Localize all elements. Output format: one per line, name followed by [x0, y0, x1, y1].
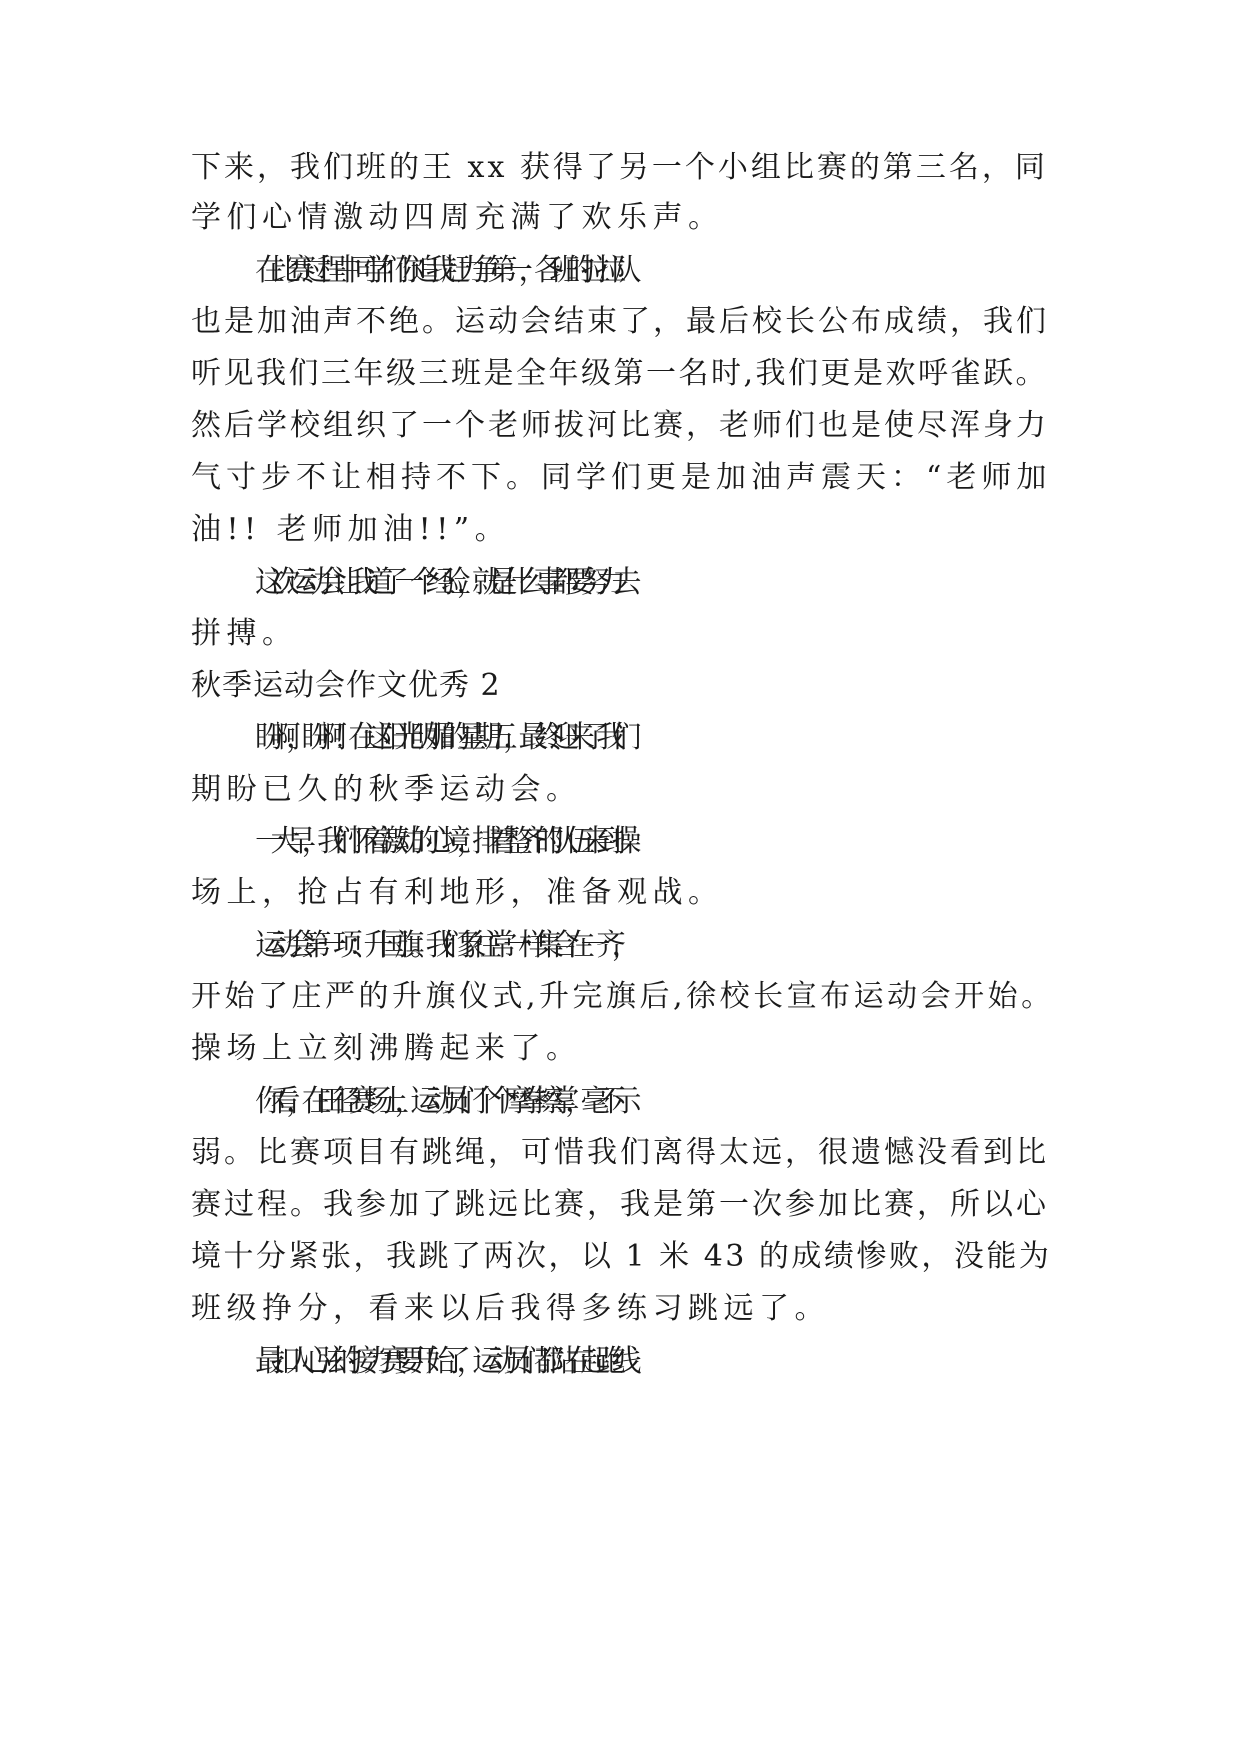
text-line: 运动会第一项：升国旗。我们象往常一样集合在一齐，	[255, 928, 627, 963]
text-line: 油!! 老师加油!!”。	[191, 512, 511, 547]
text-line: 操场上立刻沸腾起来了。	[191, 1031, 582, 1066]
text-line: 听见我们三年级三班是全年级第一名时,我们更是欢呼雀跃。	[191, 356, 1049, 391]
text-line: 这次运动会让我道了一个经验，就是什么事都要努力去	[255, 565, 627, 600]
text-line: 你看，在田径赛场上，运动员们个个摩拳擦掌，毫不示	[255, 1084, 627, 1119]
text-line: 开始了庄严的升旗仪式,升完旗后,徐校长宣布运动会开始。	[191, 979, 1055, 1014]
text-line: 场上，抢占有利地形，准备观战。	[191, 875, 724, 910]
text-line: 弱。比赛项目有跳绳，可惜我们离得太远，很遗憾没看到比	[191, 1135, 1049, 1170]
text-line: 盼啊，盼啊！在这阳光明媚的星期五，最终迎来了我们	[255, 720, 627, 755]
text-line: 拼搏。	[191, 616, 298, 651]
text-line: 然后学校组织了一个老师拔河比赛，老师们也是使尽浑身力	[191, 408, 1049, 443]
text-line: 班级挣分，看来以后我得多练习跳远了。	[191, 1291, 830, 1326]
text-line: 赛过程。我参加了跳远比赛，我是第一次参加比赛，所以心	[191, 1187, 1049, 1222]
text-line: 学们心情激动四周充满了欢乐声。	[191, 200, 724, 235]
text-line: 境十分紧张，我跳了两次，以 1 米 43 的成绩惨败，没能为	[191, 1239, 1052, 1274]
text-line: 在比赛过程中同学们你追我赶力争第一，各班的拉拉队	[255, 253, 627, 288]
text-line: 气寸步不让相持不下。同学们更是加油声震天：“老师加	[191, 460, 1052, 495]
text-line: 期盼已久的秋季运动会。	[191, 772, 582, 807]
text-line: 也是加油声不绝。运动会结束了，最后校长公布成绩，我们	[191, 304, 1049, 339]
text-line: 一大早，我们怀着激动的心境，排着整齐的队伍来到操	[255, 824, 627, 859]
text-line: 下来，我们班的王 xx 获得了另一个小组比赛的第三名，同	[191, 150, 1048, 185]
text-line: 最扣人心弦的接力赛要开始了，运动员们都站在起跑线	[255, 1344, 627, 1379]
section-heading: 秋季运动会作文优秀 2	[191, 668, 501, 703]
